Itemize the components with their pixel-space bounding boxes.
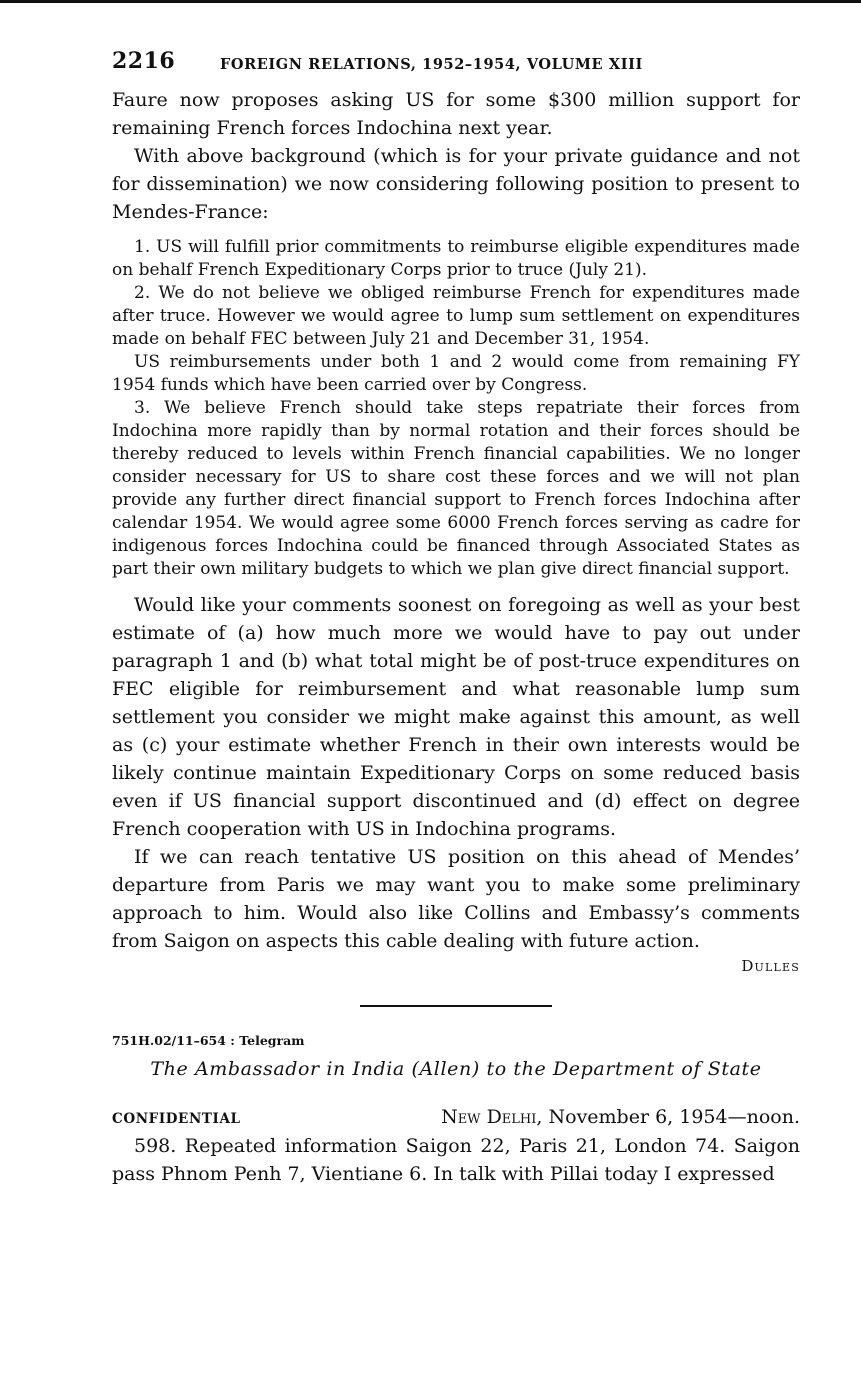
place: New Delhi, bbox=[441, 1106, 543, 1128]
document-id: 751H.02/11–654 : Telegram bbox=[112, 1033, 305, 1048]
running-title: FOREIGN RELATIONS, 1952–1954, VOLUME XIII bbox=[220, 56, 643, 73]
place-date bbox=[441, 1106, 800, 1128]
list-item: 3. We believe French should take steps repatriate their forces from Indochina more rapidly than by normal rotation and their forces should be thereby reduced to levels within French financial capabilities. We no longer consider necessary for US to share cost these forces and we will not plan provide any further direct financial support to French forces Indochina after calendar 1954. We would agree some 6000 French forces serving as cadre for indigenous forces Indochina could be financed through Associated States as part their own military budgets to which we plan give direct financial support. bbox=[112, 398, 800, 579]
document-title: The Ambassador in India (Allen) to the Department of State bbox=[150, 1058, 762, 1080]
page-header bbox=[112, 46, 800, 86]
list-item: 1. US will fulfill prior commitments to reimburse eligible expenditures made on behalf French Expeditionary Corps prior to truce (July 21). bbox=[112, 237, 800, 280]
dateline bbox=[112, 1106, 800, 1128]
signature: Dulles bbox=[741, 957, 800, 975]
paragraph-comments-request: Would like your comments soonest on foregoing as well as your best estimate of (a) how much more we would have to pay out under paragraph 1 and (b) what total might be of post-truce expenditures on FEC eligible for reimbursement and what reasonable lump sum settlement you consider we might make against this amount, as well as (c) your estimate whether French in their own interests would be likely continue maintain Expeditionary Corps on some reduced basis even if US financial support discontinued and (d) effect on degree French cooperation with US in Indochina programs. bbox=[112, 594, 800, 840]
list-item: 2. We do not believe we obliged reimburse French for expenditures made after truce. However we would agree to lump sum settlement on expenditures made on behalf FEC between July 21 and December 31, 1954. bbox=[112, 283, 800, 349]
page-top-border bbox=[0, 0, 861, 3]
classification-label: CONFIDENTIAL bbox=[112, 1111, 241, 1127]
paragraph-mendes-departure: If we can reach tentative US position on this ahead of Mendes’ departure from Paris we may want you to make some preliminary approach to him. Would also like Collins and Embassy’s comments from Saigon on aspects this cable dealing with future action. bbox=[112, 846, 800, 952]
list-item: US reimbursements under both 1 and 2 would come from remaining FY 1954 funds which have been carried over by Congress. bbox=[112, 352, 800, 395]
telegram-body: 598. Repeated information Saigon 22, Paris 21, London 74. Saigon pass Phnom Penh 7, Vientiane 6. In talk with Pillai today I expressed bbox=[112, 1135, 800, 1185]
paragraph-faure: Faure now proposes asking US for some $300 million support for remaining French forces Indochina next year. bbox=[112, 89, 800, 139]
page-number: 2216 bbox=[112, 48, 176, 74]
date: November 6, 1954—noon. bbox=[548, 1106, 800, 1128]
section-divider bbox=[360, 1005, 552, 1007]
numbered-position-list bbox=[112, 236, 800, 581]
document-page bbox=[112, 46, 800, 1188]
paragraph-background: With above background (which is for your private guidance and not for dissemination) we now considering following position to present to Mendes-France: bbox=[112, 145, 800, 223]
